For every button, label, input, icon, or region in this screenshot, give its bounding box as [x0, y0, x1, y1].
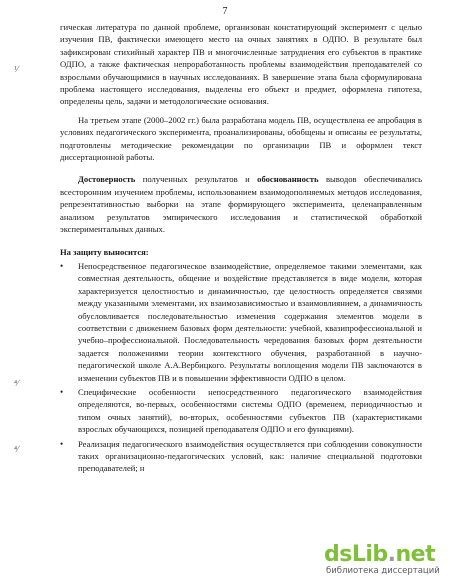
thesis-item: • Реализация педагогического взаимодействия осуществляется при соблюдении совокупности таких организационно-педагогических условий, как: наличие специальной подготовки преподавателей; н — [60, 438, 422, 475]
margin-mark: ¹⁄ — [14, 64, 19, 74]
watermark-brand — [324, 542, 435, 567]
page-number: 7 — [222, 6, 228, 17]
brand-dot: . — [387, 542, 396, 567]
margin-mark: ⁴⁄ — [14, 378, 19, 388]
text-segment: полученных результатов и — [135, 174, 258, 185]
paragraph-reliability — [60, 173, 422, 235]
paragraph-stages-2: гическая литература по данной проблеме, организован констатирующий эксперимент с целью изучения ПВ, фактически имеющего место на очных занятиях в ОДПО. В результате был зафиксирован стихийный характер ПВ и многочисленные затруднения его субъектов в практике ОДПО, а также фактическая непроработанность проблемы взаимодействия преподавателей со взрослыми обучающимися в научных исследованиях. В завершение этапа была сформулирована проблема настоящего исследования, выделены его объект и предмет, оформлена гипотеза, определены цель, задачи и методологические основания. — [60, 22, 422, 107]
margin-mark: ⁴⁄ — [14, 444, 19, 454]
bold-term-reliability: Достоверность — [78, 174, 136, 185]
watermark-logo — [324, 542, 444, 578]
brand-tld: net — [395, 542, 436, 567]
section-heading: На защиту выносится: — [60, 246, 149, 257]
brand-name: dsLib — [324, 542, 388, 567]
bold-term-validity: обоснованность — [257, 174, 319, 185]
thesis-item: • Специфические особенности непосредственного педагогического взаимодействия определяются, во-первых, особенностями системы ОДПО (временем, периодичностью и типом очных занятий), во-вторых, особенностями субъектов ПВ (характеристиками взрослых обучающихся, позицией преподавателя ОДПО и его функциями). — [60, 386, 422, 436]
page-body — [60, 21, 422, 475]
thesis-item: • Непосредственное педагогическое взаимодействие, определяемое такими элементами, как совместная деятельность, общение и воздействие представляется в виде модели, которая характеризуется целостностью и динамичностью, где целостность определяется связями между указанными элементами, их взаимозависимостью и взаимовлиянием, а динамичность обусловливается последовательностью изменения содержания элементов модели в соответствии с движением базовых форм деятельности: учебной, квазипрофессиональной и учебно–профессиональной. Последовательность чередования базовых форм деятельности задается положениями теории контекстного обучения, разработанной в научно-педагогической школе А.А.Вербицкого. Результаты воплощения модели ПВ заключаются в изменении субъектов ПВ и в повышении эффективности ОДПО в целом. — [60, 260, 422, 384]
thesis-list — [60, 260, 422, 475]
watermark-caption: библиотека диссертаций — [326, 566, 440, 576]
paragraph-stage-3: На третьем этапе (2000–2002 гг.) была разработана модель ПВ, осуществлена ее апробация в условиях педагогического эксперимента, проанализированы, обобщены и описаны ее результаты, подготовлены методические рекомендации по организации ПВ и оформлен текст диссертационной работы. — [60, 114, 422, 163]
text-segment: выводов обеспечивались всесторонним изучением проблемы, использованием взаимодополняемых методов исследования, репрезентативностью выборки на этапе формирующего эксперимента, целенаправленным анализом результатов эмпирического исследования и статистической обработкой экспериментальных данных. — [60, 174, 422, 235]
